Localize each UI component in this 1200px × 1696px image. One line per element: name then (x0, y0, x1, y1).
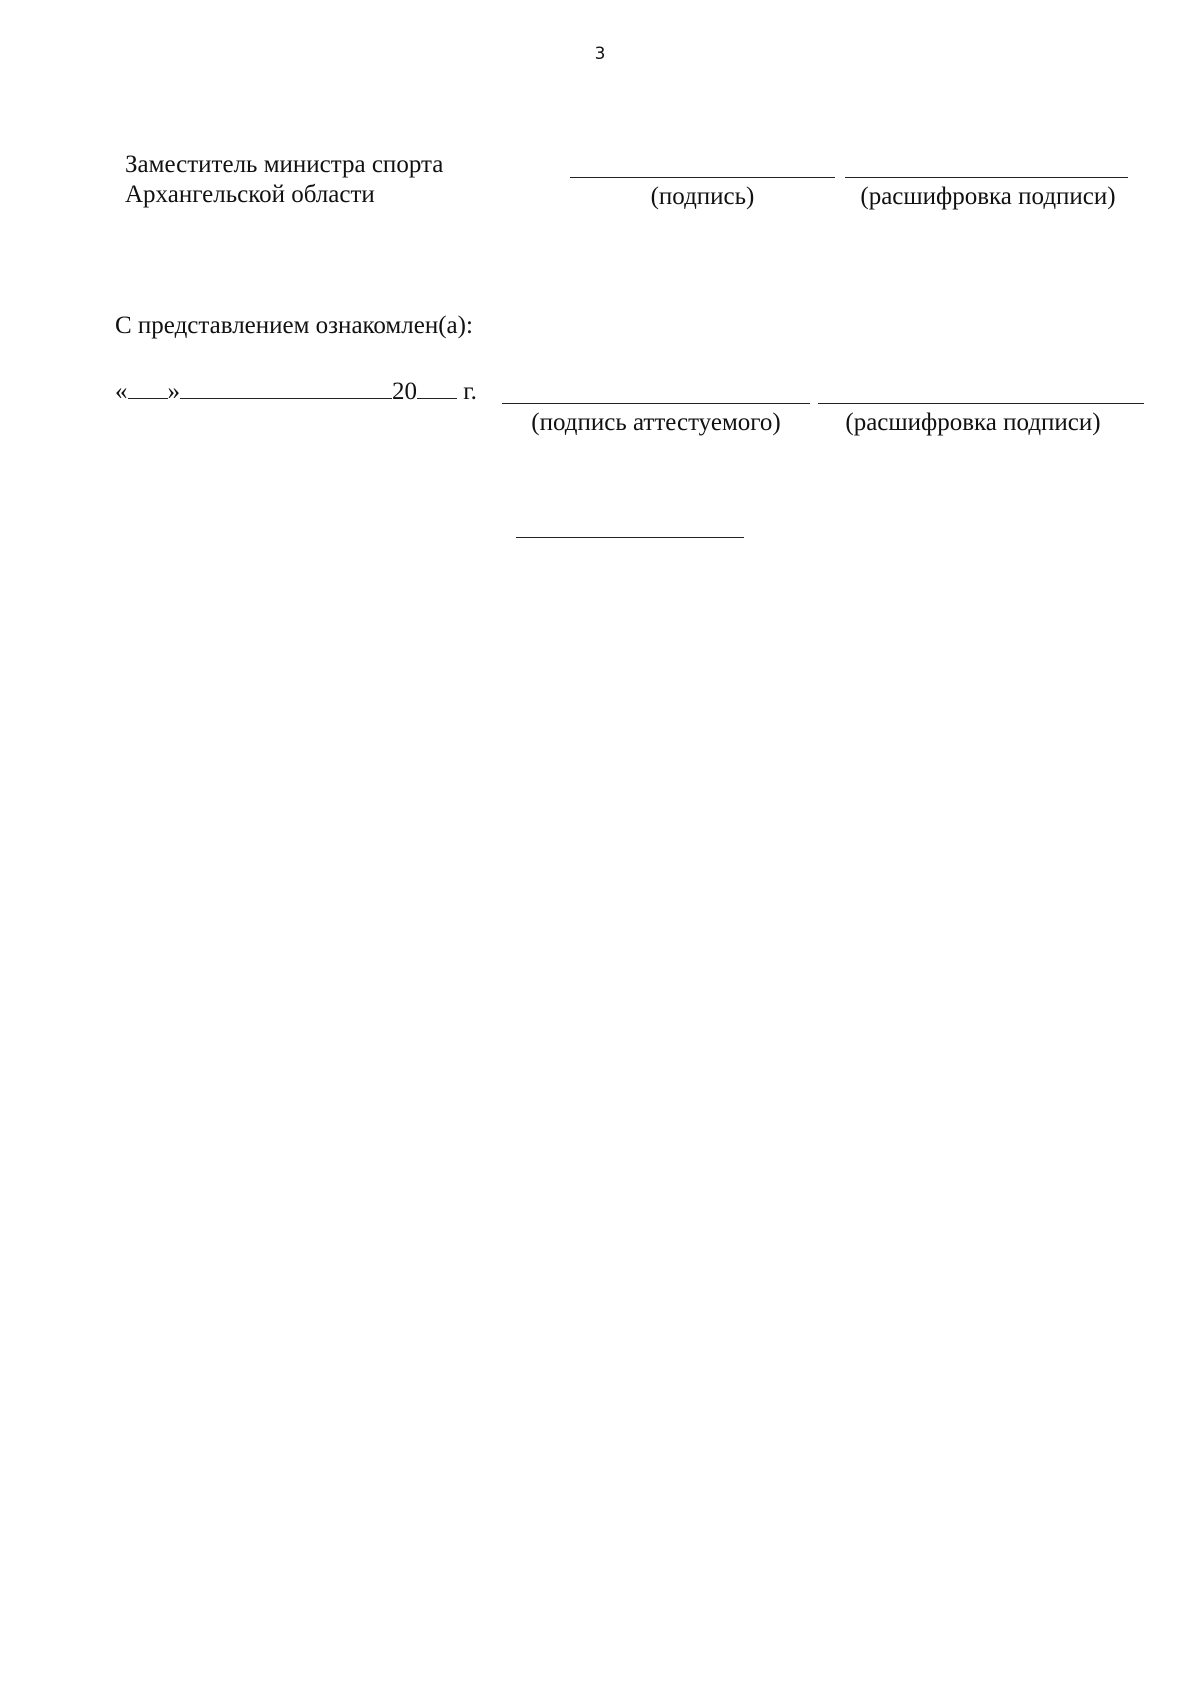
month-blank[interactable] (180, 376, 392, 399)
year-blank[interactable] (417, 376, 457, 399)
official-signature-caption: (подпись) (650, 183, 755, 210)
date-open-quote: « (115, 378, 128, 405)
date-year-suffix: г. (463, 378, 477, 405)
attestee-signature-line (502, 403, 810, 404)
attestee-decoding-caption: (расшифровка подписи) (845, 409, 1101, 436)
date-close-quote: » (167, 378, 180, 405)
official-title-line1: Заместитель министра спорта (125, 151, 444, 178)
official-signature-line (570, 177, 835, 178)
official-decoding-line (845, 177, 1128, 178)
attestee-signature-caption: (подпись аттестуемого) (531, 409, 781, 436)
date-year-prefix: 20 (392, 378, 417, 405)
date-row (115, 376, 477, 407)
acknowledgement-heading: С представлением ознакомлен(а): (115, 312, 473, 339)
day-blank[interactable] (128, 376, 168, 399)
official-decoding-caption: (расшифровка подписи) (860, 183, 1116, 210)
attestee-decoding-line (818, 403, 1144, 404)
page-number: 3 (594, 44, 606, 64)
closing-divider (516, 537, 744, 538)
official-title-line2: Архангельской области (125, 181, 375, 208)
